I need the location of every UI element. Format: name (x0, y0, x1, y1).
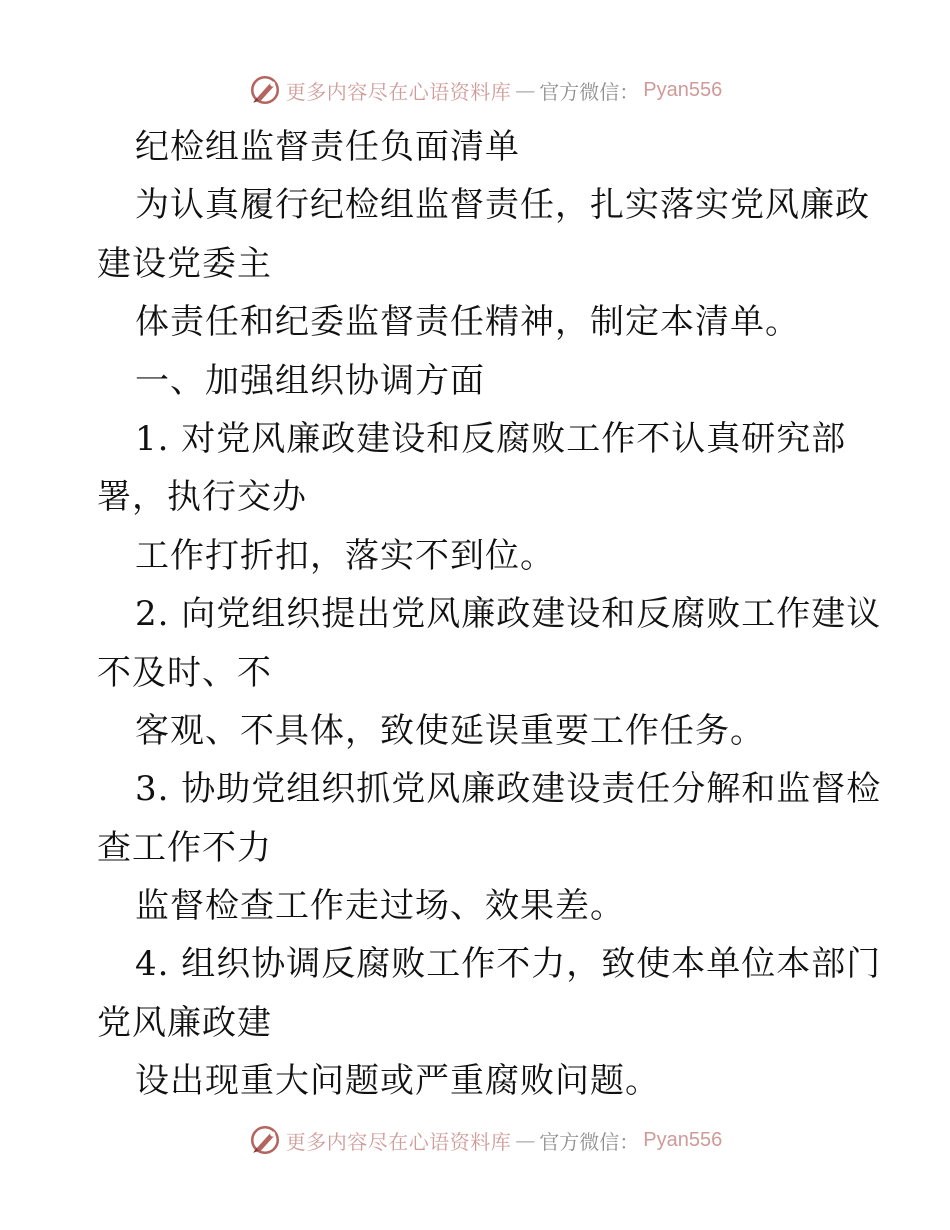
watermark-dash: — (515, 78, 536, 102)
document-title: 纪检组监督责任负面清单 (135, 127, 520, 167)
list-item-line: 客观、不具体，致使延误重要工作任务。 (135, 710, 765, 751)
watermark-main-text: 更多内容尽在心语资料库 (285, 79, 512, 104)
list-item-line: 2. 向党组织提出党风廉政建设和反腐败工作建议 (135, 594, 882, 635)
list-item-line: 1. 对党风廉政建设和反腐败工作不认真研究部 (135, 418, 847, 459)
watermark-official-label: 官方微信： (539, 1129, 640, 1154)
list-item-line: 设出现重大问题或严重腐败问题。 (135, 1061, 660, 1102)
list-item-line: 4. 组织协调反腐败工作不力，致使本单位本部门 (135, 944, 882, 985)
list-item-line: 监督检查工作走过场、效果差。 (135, 886, 625, 927)
list-item-line: 党风廉政建 (97, 1002, 272, 1043)
paragraph-line: 建设党委主 (97, 243, 272, 284)
paragraph-line: 为认真履行纪检组监督责任，扎实落实党风廉政 (135, 185, 870, 226)
watermark-account-id: Pyan556 (643, 78, 723, 101)
watermark-dash: — (515, 1128, 536, 1152)
list-item-line: 3. 协助党组织抓党风廉政建设责任分解和监督检 (135, 769, 882, 810)
section-heading: 一、加强组织协调方面 (135, 360, 485, 401)
list-item-line: 署，执行交办 (97, 477, 307, 518)
footer-watermark (0, 1120, 950, 1160)
list-item-line: 查工作不力 (97, 827, 272, 868)
watermark-main-text: 更多内容尽在心语资料库 (285, 1129, 512, 1154)
paragraph-line: 体责任和纪委监督责任精神，制定本清单。 (135, 302, 800, 343)
list-item-line: 工作打折扣，落实不到位。 (135, 535, 555, 576)
header-watermark (0, 70, 950, 110)
list-item-line: 不及时、不 (97, 652, 272, 693)
document-body (97, 118, 882, 1111)
watermark-account-id: Pyan556 (643, 1128, 723, 1151)
pen-logo-icon (248, 73, 282, 107)
pen-logo-icon (248, 1123, 282, 1157)
watermark-official-label: 官方微信： (539, 79, 640, 104)
